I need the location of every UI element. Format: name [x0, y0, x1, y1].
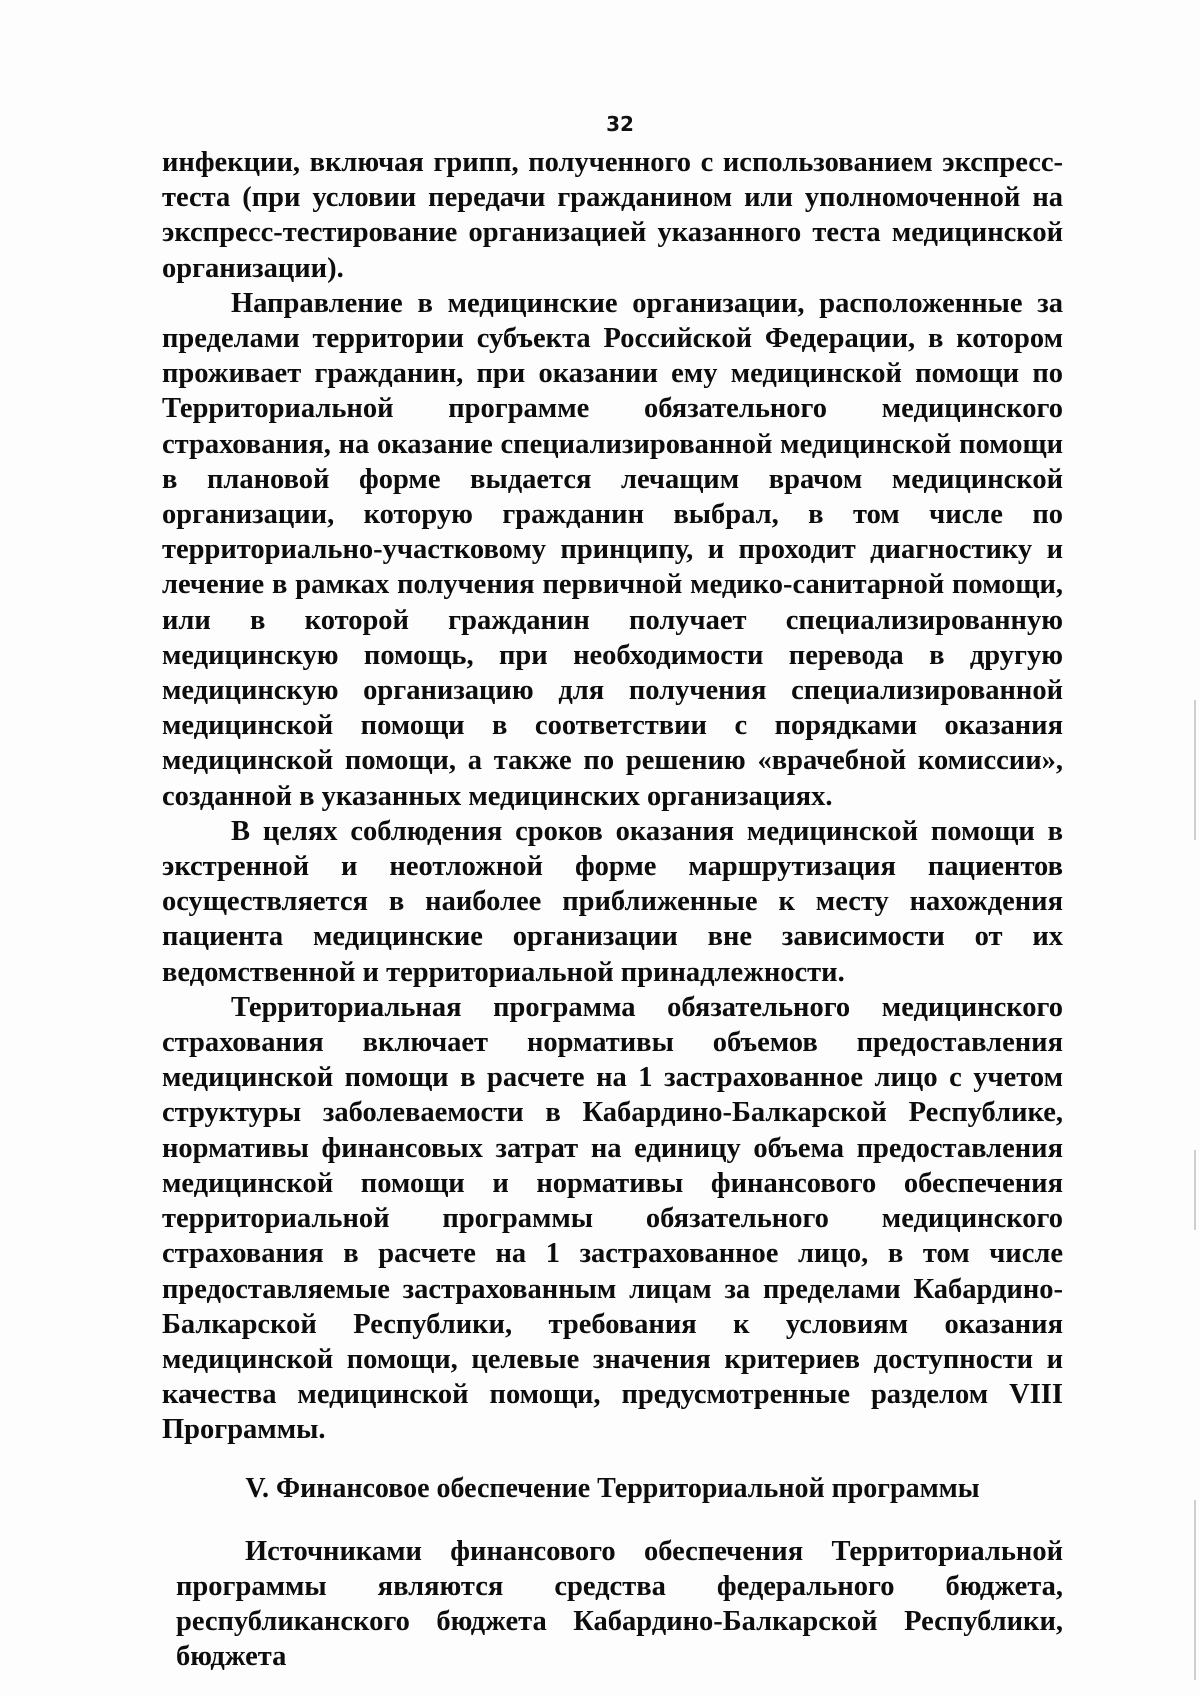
paragraph-funding-sources: Источниками финансового обеспечения Территориальной программы являются средства федерального бюджета, республиканского бюджета Кабардино-Балкарской Республики, бюджета [176, 1535, 1063, 1673]
document-body [162, 145, 1063, 1675]
paragraph-continuation: инфекции, включая грипп, полученного с использованием экспресс-теста (при условии передачи гражданином или уполномоченной на экспресс-тестирование организацией указанного теста медицинской организации). [162, 147, 1063, 284]
section-heading: V. Финансовое обеспечение Территориальной программы [245, 1472, 980, 1504]
scan-edge-mark [1194, 700, 1196, 840]
paragraph-referral: Направление в медицинские организации, расположенные за пределами территории субъекта Российской Федерации, в котором проживает гражданин, при оказании ему медицинской помощи по Территориальной программе обязательного медицинского страхования, на оказание специализированной медицинской помощи в плановой форме выдается лечащим врачом медицинской организации, которую гражданин выбрал, в том числе по территориально-участковому принципу, и проходит диагностику и лечение в рамках получения первичной медико-санитарной помощи, или в которой гражданин получает специализированную медицинскую помощь, при необходимости перевода в другую медицинскую организацию для получения специализированной медицинской помощи в соответствии с порядками оказания медицинской помощи, а также по решению «врачебной комиссии», созданной в указанных медицинских организациях. [162, 287, 1063, 812]
paragraph-routing: В целях соблюдения сроков оказания медицинской помощи в экстренной и неотложной форме маршрутизация пациентов осуществляется в наиболее приближенные к месту нахождения пациента медицинские организации вне зависимости от их ведомственной и территориальной принадлежности. [162, 815, 1063, 988]
scan-edge-mark [1194, 1500, 1196, 1680]
paragraph-program-standards: Территориальная программа обязательного медицинского страхования включает нормативы объемов предоставления медицинской помощи в расчете на 1 застрахованное лицо с учетом структуры заболеваемости в Кабардино-Балкарской Республике, нормативы финансовых затрат на единицу объема предоставления медицинской помощи и нормативы финансового обеспечения территориальной программы обязательного медицинского страхования в расчете на 1 застрахованное лицо, в том числе предоставляемые застрахованным лицам за пределами Кабардино-Балкарской Республики, требования к условиям оказания медицинской помощи, целевые значения критериев доступности и качества медицинской помощи, предусмотренные разделом VIII Программы. [162, 991, 1063, 1446]
page-number: 32 [606, 112, 634, 136]
scan-edge-mark [1194, 1150, 1196, 1230]
